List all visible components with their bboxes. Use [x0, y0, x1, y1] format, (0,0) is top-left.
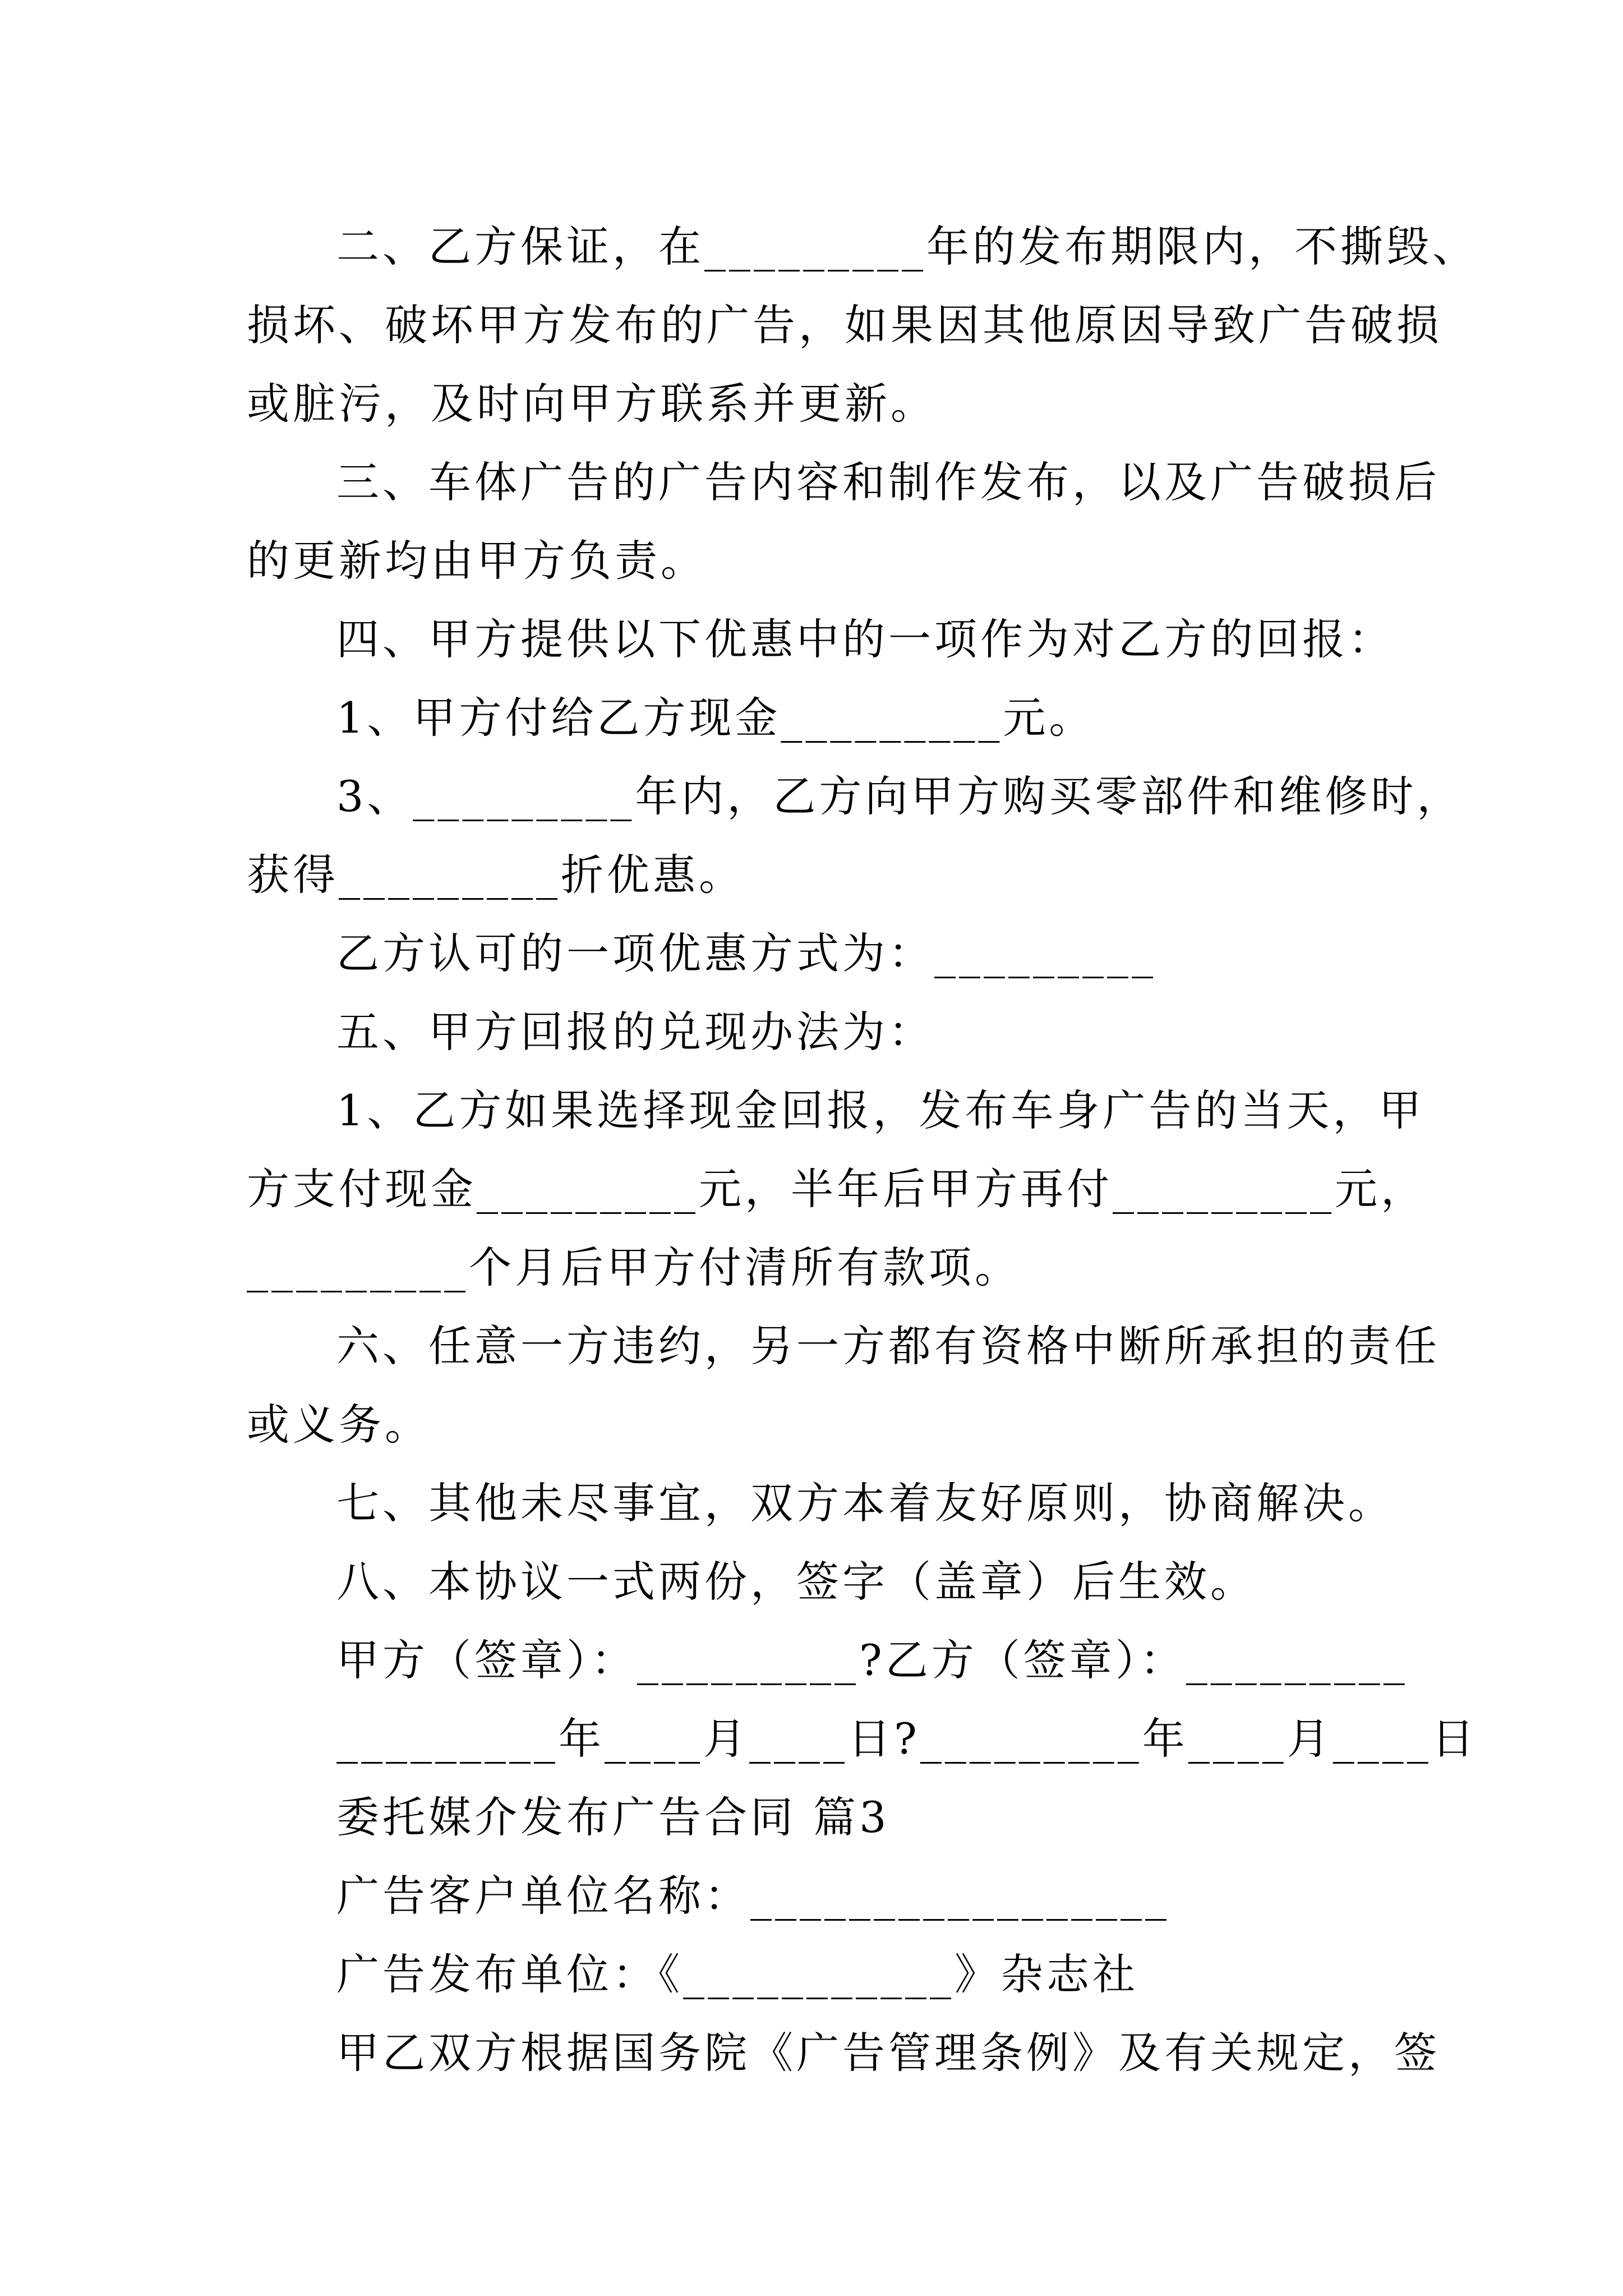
publisher-line: 广告发布单位：《___________》杂志社 — [336, 1949, 1138, 1999]
clause-2-line-1: 二、乙方保证，在_________年的发布期限内，不撕毁、 — [336, 222, 1478, 272]
preamble-line: 甲乙双方根据国务院《广告管理条例》及有关规定，签 — [336, 2028, 1440, 2078]
clause-4-item-3-line-1: 3、_________年内，乙方向甲方购买零部件和维修时， — [336, 771, 1463, 821]
clause-2-line-3: 或脏污，及时向甲方联系并更新。 — [247, 379, 937, 429]
section-title: 委托媒介发布广告合同 篇3 — [336, 1792, 890, 1842]
clause-4-item-1: 1、甲方付给乙方现金_________元。 — [336, 693, 1095, 743]
clause-2-line-2: 损坏、破坏甲方发布的广告，如果因其他原因导致广告破损 — [247, 300, 1442, 350]
clause-5-item-1-line-1: 1、乙方如果选择现金回报，发布车身广告的当天，甲 — [336, 1085, 1425, 1135]
date-line: _________年____月____日?_________年____月____日 — [336, 1714, 1478, 1764]
signature-line: 甲方（签章）：_________?乙方（签章）：_________ — [336, 1635, 1408, 1685]
client-name-line: 广告客户单位名称：_________________ — [336, 1871, 1170, 1921]
clause-6-line-1: 六、任意一方违约，另一方都有资格中断所承担的责任 — [336, 1321, 1440, 1371]
clause-5-heading: 五、甲方回报的兑现办法为： — [336, 1007, 934, 1057]
clause-6-line-2: 或义务。 — [247, 1400, 431, 1450]
clause-3-line-2: 的更新均由甲方负责。 — [247, 536, 707, 586]
clause-5-item-1-line-3: _________个月后甲方付清所有款项。 — [247, 1243, 1021, 1292]
clause-4-item-3-line-2: 获得_________折优惠。 — [247, 850, 745, 900]
clause-4-heading: 四、甲方提供以下优惠中的一项作为对乙方的回报： — [336, 614, 1394, 664]
clause-3-line-1: 三、车体广告的广告内容和制作发布，以及广告破损后 — [336, 457, 1440, 507]
clause-8: 八、本协议一式两份，签字（盖章）后生效。 — [336, 1557, 1256, 1607]
clause-7: 七、其他未尽事宜，双方本着友好原则，协商解决。 — [336, 1478, 1394, 1528]
clause-5-item-1-line-2: 方支付现金_________元，半年后甲方再付_________元， — [247, 1164, 1427, 1214]
accepted-offer-line: 乙方认可的一项优惠方式为：_________ — [336, 928, 1156, 978]
